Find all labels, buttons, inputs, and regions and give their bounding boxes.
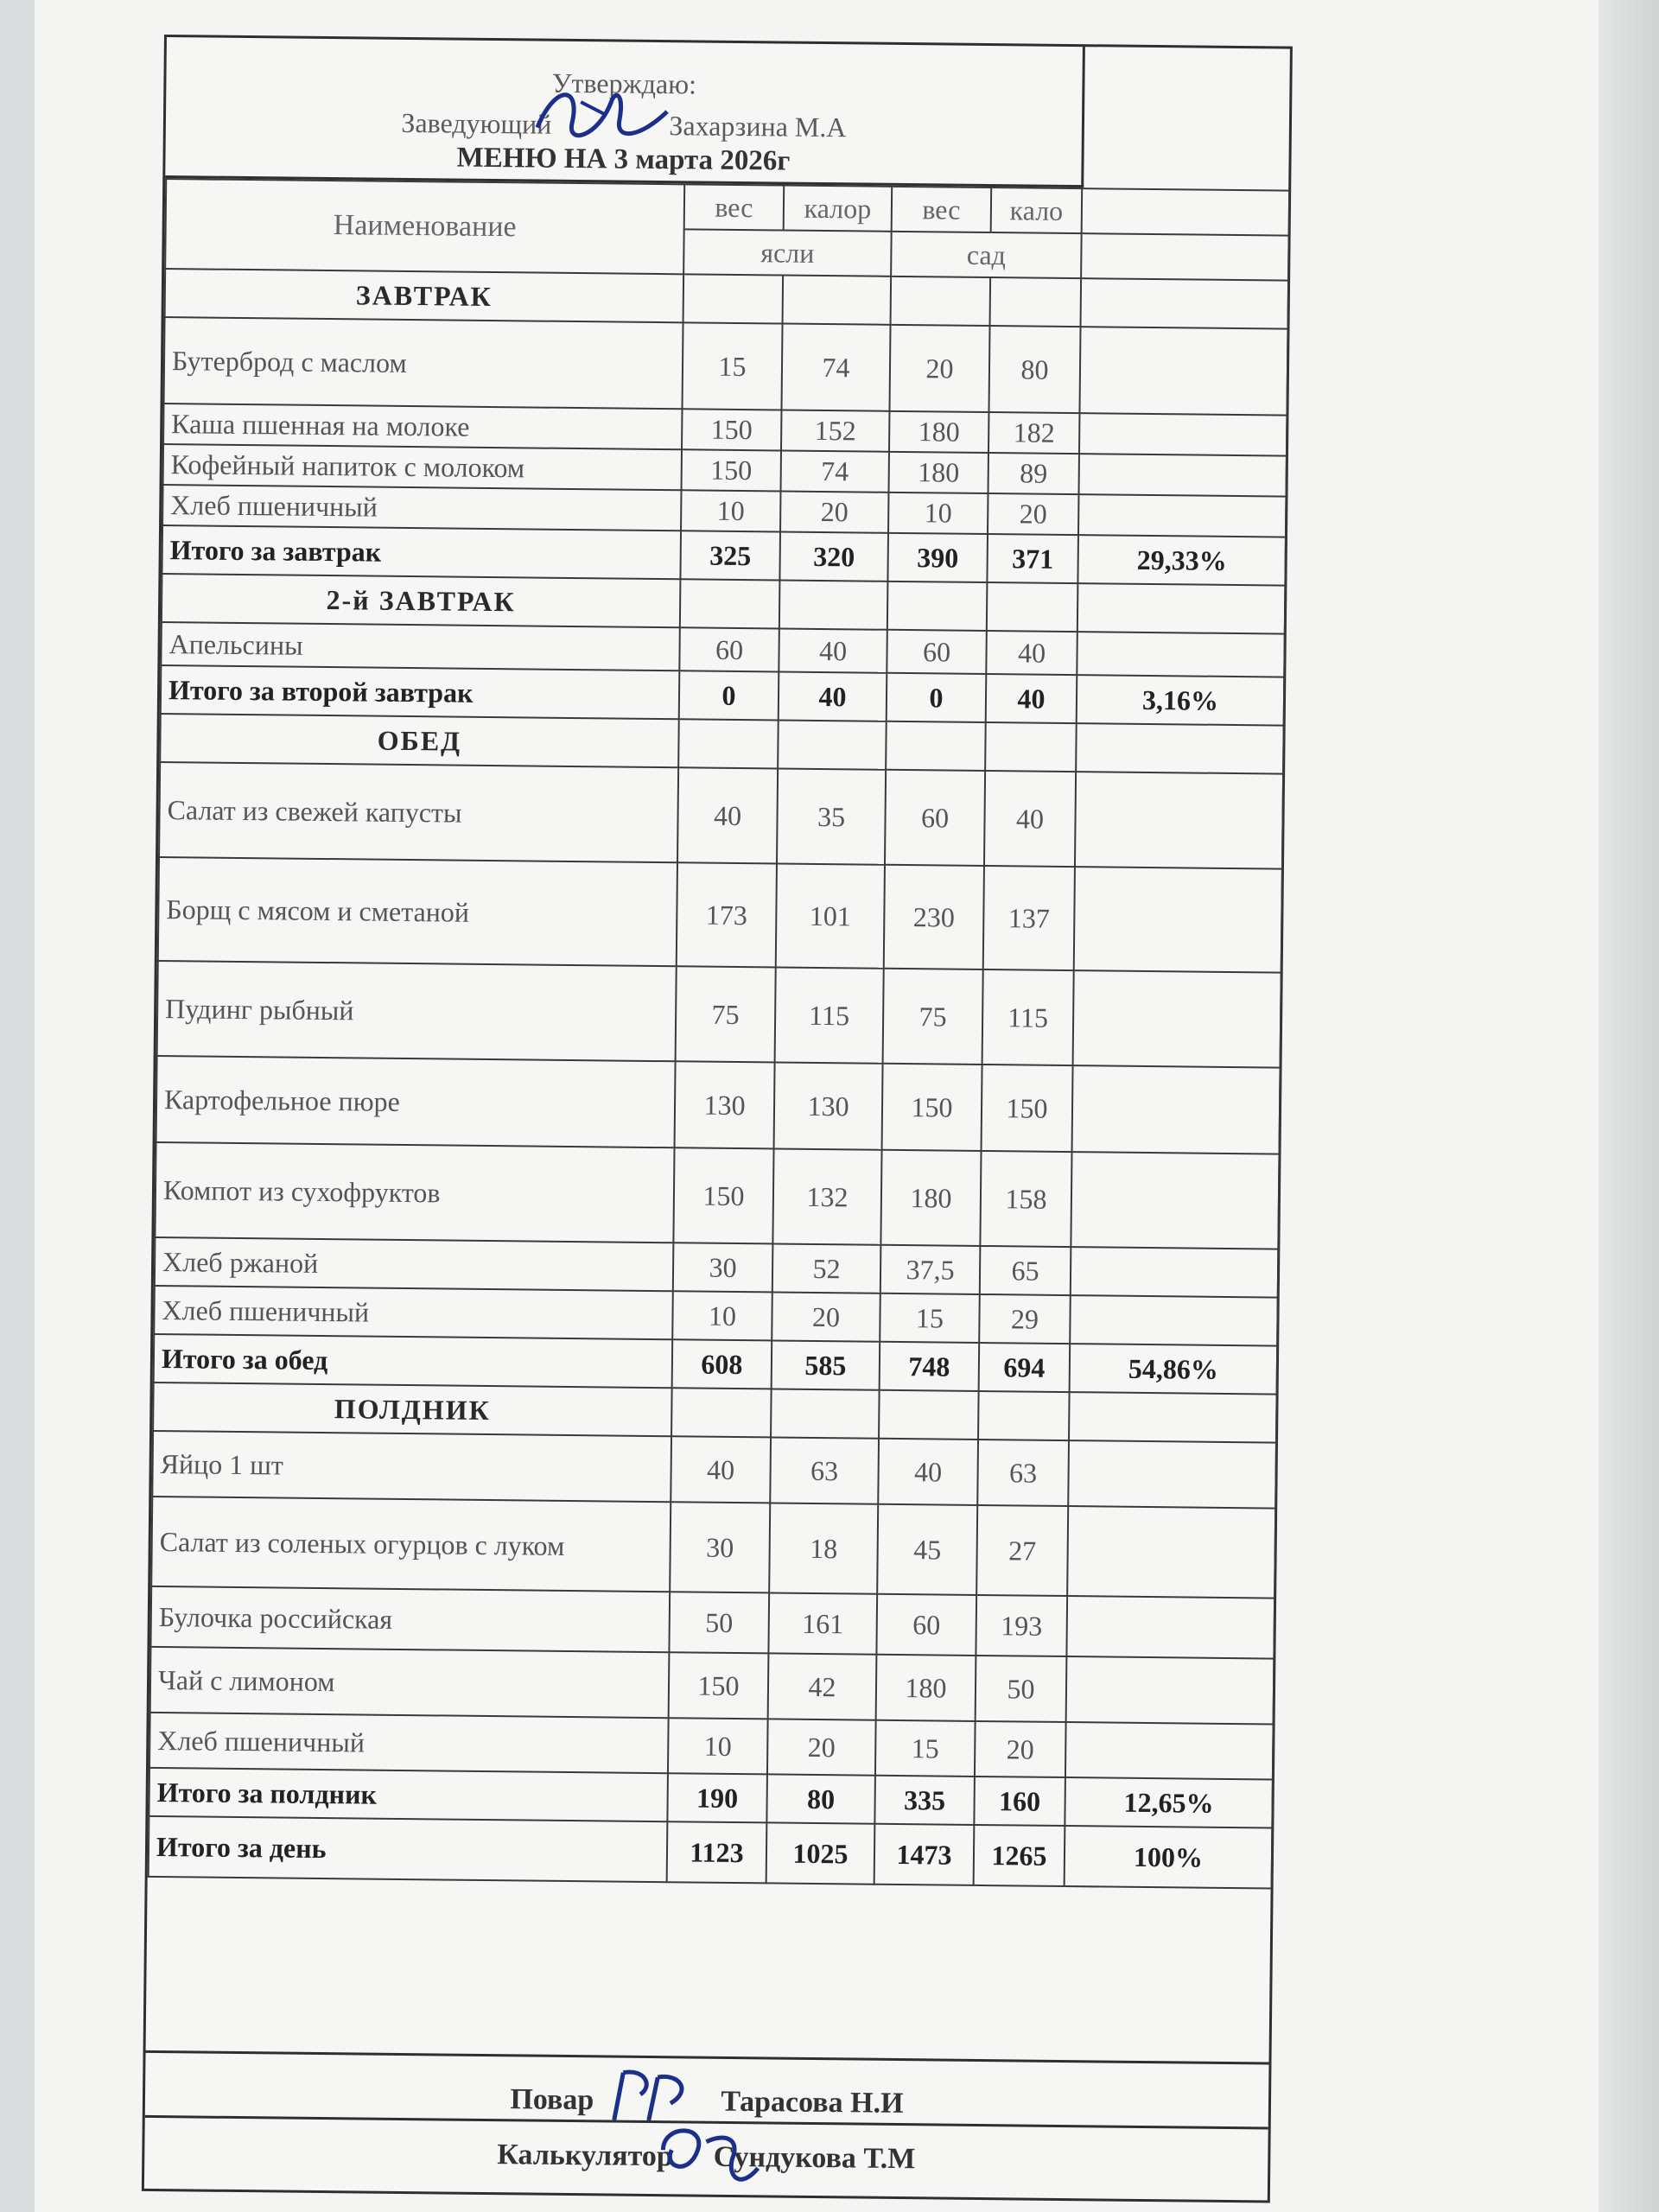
menu-item-row — [156, 1056, 1281, 1154]
dish-value: 40 — [677, 767, 778, 863]
dish-value: 60 — [876, 1594, 976, 1656]
dish-value: 15 — [682, 322, 782, 410]
dish-value: 60 — [887, 630, 987, 674]
dish-value: 52 — [772, 1243, 881, 1293]
dish-value: 10 — [888, 493, 988, 534]
menu-title: МЕНЮ НА 3 марта 2026г — [456, 142, 791, 177]
total-value: 40 — [779, 671, 887, 721]
column-header-name: Наименование — [165, 179, 684, 274]
dish-value: 80 — [988, 326, 1080, 413]
day-total-value: 1025 — [766, 1822, 875, 1884]
empty-cell — [1077, 632, 1285, 677]
dish-value: 74 — [781, 324, 890, 411]
dish-value: 65 — [980, 1246, 1071, 1295]
dish-value: 161 — [768, 1592, 877, 1654]
total-value: 0 — [887, 673, 987, 722]
dish-value: 180 — [876, 1655, 976, 1721]
dish-value: 173 — [677, 862, 777, 967]
total-value: 585 — [772, 1340, 880, 1389]
dish-value: 42 — [768, 1653, 877, 1719]
menu-item-row — [157, 961, 1281, 1068]
dish-value: 180 — [888, 452, 988, 493]
dish-value: 230 — [884, 865, 984, 969]
dish-value: 150 — [669, 1652, 769, 1719]
total-label: Итого за второй завтрак — [161, 665, 680, 719]
empty-cell — [678, 719, 779, 768]
header-row — [166, 179, 1289, 236]
head-title: Заведующий — [401, 106, 552, 140]
footer-divider — [146, 2050, 1269, 2065]
section-title: ПОЛДНИК — [153, 1382, 672, 1436]
dish-value: 180 — [880, 1150, 981, 1246]
section-title: 2-й ЗАВТРАК — [162, 574, 681, 627]
menu-item-row — [159, 762, 1283, 869]
empty-cell — [886, 721, 986, 771]
empty-cell — [1072, 1065, 1281, 1154]
empty-cell — [1067, 1506, 1275, 1599]
dish-name: Пудинг рыбный — [157, 961, 677, 1061]
day-total-percent: 100% — [1065, 1826, 1273, 1889]
menu-item-row — [150, 1647, 1274, 1725]
empty-cell — [987, 582, 1078, 632]
dish-value: 37,5 — [880, 1245, 981, 1294]
dish-value: 35 — [777, 768, 886, 864]
total-percent: 54,86% — [1070, 1344, 1278, 1395]
dish-name: Хлеб ржаной — [155, 1237, 674, 1291]
dish-value: 180 — [889, 411, 988, 453]
dish-value: 20 — [780, 492, 888, 533]
day-total-value: 1473 — [874, 1824, 975, 1885]
dish-value: 40 — [986, 631, 1077, 675]
column-header-calories-garden: кало — [991, 188, 1083, 233]
menu-sheet — [142, 35, 1293, 2203]
dish-value: 10 — [668, 1718, 768, 1774]
empty-cell — [1079, 413, 1287, 456]
dish-name: Апельсины — [161, 622, 679, 671]
dish-value: 74 — [781, 451, 889, 493]
dish-value: 150 — [673, 1147, 773, 1243]
total-label: Итого за обед — [154, 1334, 673, 1388]
dish-name: Бутерброд с маслом — [164, 317, 683, 409]
dish-name: Яйцо 1 шт — [152, 1431, 671, 1502]
empty-cell — [1079, 327, 1287, 416]
day-total-row — [149, 1816, 1273, 1889]
approval-block — [165, 37, 1085, 188]
dish-value: 10 — [681, 490, 780, 531]
dish-value: 40 — [671, 1436, 771, 1503]
total-value: 335 — [874, 1776, 975, 1825]
dish-value: 101 — [776, 863, 885, 968]
empty-cell — [1074, 867, 1282, 973]
empty-cell — [683, 274, 784, 323]
dish-value: 89 — [988, 453, 1078, 494]
dish-value: 20 — [988, 493, 1078, 535]
empty-cell — [1077, 583, 1286, 634]
empty-cell — [887, 582, 988, 631]
dish-value: 158 — [980, 1151, 1071, 1247]
total-percent: 12,65% — [1065, 1777, 1273, 1828]
empty-cell — [1070, 1295, 1278, 1346]
empty-cell — [1066, 1596, 1274, 1659]
dish-name: Булочка российская — [150, 1586, 670, 1652]
group-header-garden: сад — [891, 232, 1082, 278]
dish-name: Картофельное пюре — [156, 1056, 676, 1147]
empty-cell — [1078, 454, 1286, 497]
total-value: 320 — [779, 531, 888, 581]
dish-value: 75 — [676, 966, 776, 1062]
dish-value: 150 — [682, 449, 781, 491]
head-signature-icon — [529, 75, 677, 162]
total-value: 748 — [880, 1342, 980, 1391]
dish-value: 63 — [770, 1437, 879, 1503]
dish-value: 29 — [979, 1294, 1071, 1344]
empty-cell — [985, 722, 1077, 772]
total-value: 371 — [987, 534, 1078, 583]
total-value: 190 — [667, 1773, 767, 1822]
empty-cell — [1081, 278, 1289, 329]
dish-value: 137 — [983, 866, 1075, 970]
cook-name: Тарасова Н.И — [721, 2085, 904, 2120]
empty-cell — [671, 1388, 772, 1437]
total-value: 325 — [680, 531, 780, 580]
dish-value: 50 — [669, 1592, 769, 1653]
dish-value: 152 — [781, 410, 889, 452]
group-header-nursery: ясли — [683, 229, 892, 276]
total-value: 0 — [679, 671, 779, 720]
dish-name: Салат из свежей капусты — [159, 762, 678, 862]
dish-value: 132 — [772, 1148, 881, 1244]
dish-value: 75 — [883, 969, 983, 1065]
empty-cell — [990, 277, 1082, 327]
dish-value: 150 — [882, 1064, 982, 1151]
total-label: Итого за полдник — [149, 1768, 668, 1821]
day-total-label: Итого за день — [149, 1816, 668, 1882]
dish-value: 130 — [675, 1061, 775, 1148]
dish-name: Кофейный напиток с молоком — [163, 444, 682, 490]
menu-item-row — [155, 1142, 1279, 1249]
total-percent: 3,16% — [1077, 675, 1285, 726]
calculator-label: Калькулятор — [497, 2139, 673, 2173]
dish-value: 40 — [984, 771, 1076, 867]
empty-cell — [1071, 1247, 1279, 1298]
empty-cell — [1076, 723, 1284, 774]
menu-item-row — [151, 1497, 1275, 1599]
dish-value: 30 — [673, 1243, 773, 1292]
dish-value: 15 — [880, 1294, 980, 1343]
total-value: 608 — [672, 1339, 772, 1389]
dish-name: Хлеб пшеничный — [162, 485, 681, 531]
day-total-value: 1265 — [974, 1825, 1065, 1886]
dish-value: 50 — [976, 1656, 1067, 1722]
dish-value: 150 — [682, 409, 781, 450]
empty-cell — [783, 276, 892, 325]
total-value: 390 — [887, 533, 988, 582]
empty-cell — [779, 580, 888, 629]
dish-name: Компот из сухофруктов — [155, 1142, 674, 1243]
empty-cell — [1069, 1392, 1277, 1443]
section-title: ЗАВТРАК — [165, 269, 684, 322]
menu-item-row — [152, 1431, 1276, 1509]
dish-value: 63 — [977, 1440, 1069, 1506]
dish-name: Салат из соленых огурцов с луком — [151, 1497, 671, 1592]
empty-cell — [978, 1391, 1070, 1440]
dish-value: 150 — [982, 1065, 1073, 1152]
empty-cell — [771, 1389, 880, 1438]
column-header-weight-nursery: вес — [684, 184, 785, 230]
section-title: ОБЕД — [160, 714, 679, 767]
dish-name: Хлеб пшеничный — [149, 1713, 669, 1773]
total-label: Итого за завтрак — [162, 525, 681, 579]
dish-value: 30 — [670, 1502, 770, 1592]
empty-cell — [1066, 1656, 1274, 1725]
empty-cell — [891, 276, 991, 326]
dish-value: 115 — [775, 967, 884, 1063]
empty-cell — [680, 579, 780, 628]
empty-cell — [1071, 1152, 1279, 1249]
paper-page — [35, 0, 1599, 2212]
approved-label: Утверждаю: — [551, 67, 697, 100]
calculator-signature-icon — [680, 2142, 706, 2177]
total-value: 694 — [979, 1343, 1071, 1392]
dish-value: 18 — [769, 1503, 878, 1593]
dish-name: Хлеб пшеничный — [154, 1286, 673, 1339]
menu-table — [148, 178, 1291, 1890]
dish-name: Каша пшенная на молоке — [163, 404, 682, 449]
dish-value: 20 — [975, 1721, 1066, 1777]
dish-value: 15 — [875, 1720, 976, 1777]
dish-value: 45 — [877, 1504, 977, 1595]
dish-value: 40 — [779, 628, 887, 672]
dish-value: 115 — [982, 969, 1074, 1065]
dish-value: 20 — [772, 1292, 880, 1341]
calculator-name: Сундукова Т.М — [713, 2140, 916, 2176]
empty-cell — [1075, 772, 1283, 869]
dish-name: Чай с лимоном — [150, 1647, 670, 1718]
dish-value: 20 — [767, 1719, 876, 1775]
dish-value: 182 — [988, 412, 1079, 454]
total-percent: 29,33% — [1077, 535, 1286, 586]
empty-cell — [1073, 970, 1281, 1068]
dish-value: 60 — [885, 770, 985, 866]
empty-cell — [1068, 1440, 1276, 1509]
empty-cell — [1078, 494, 1286, 537]
dish-value: 60 — [679, 627, 779, 671]
dish-value: 130 — [774, 1062, 883, 1149]
dish-value: 40 — [878, 1439, 978, 1505]
menu-item-row — [164, 317, 1288, 416]
total-value: 80 — [766, 1774, 875, 1823]
dish-value: 27 — [976, 1505, 1068, 1596]
calculator-line — [144, 2135, 1268, 2183]
total-value: 40 — [986, 674, 1077, 723]
dish-value: 10 — [672, 1291, 772, 1340]
empty-cell — [879, 1390, 979, 1440]
menu-item-row — [158, 857, 1282, 973]
dish-name: Борщ с мясом и сметаной — [158, 857, 677, 966]
empty-cell — [1082, 188, 1290, 236]
cook-label: Повар — [510, 2083, 594, 2117]
total-value: 160 — [974, 1777, 1065, 1826]
day-total-value: 1123 — [667, 1821, 767, 1883]
column-header-calories-nursery: калор — [784, 186, 893, 232]
column-header-weight-garden: вес — [892, 187, 992, 232]
empty-cell — [1081, 233, 1289, 281]
empty-cell — [1065, 1722, 1274, 1780]
head-name: Захарзина М.А — [669, 110, 847, 143]
empty-cell — [778, 720, 887, 769]
dish-value: 20 — [889, 325, 989, 412]
dish-value: 193 — [976, 1595, 1067, 1656]
